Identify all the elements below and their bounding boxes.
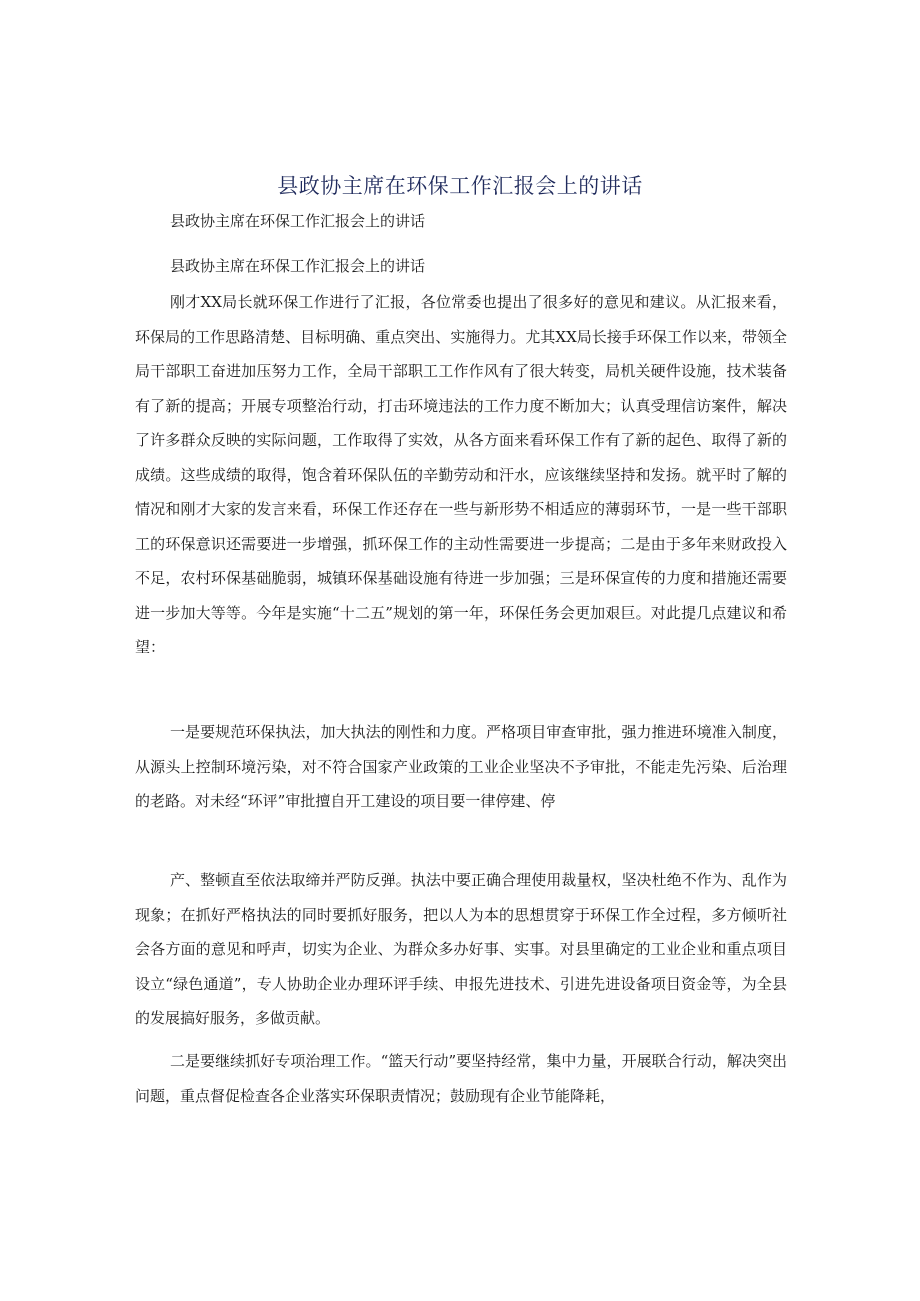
body-paragraph-point-1: 一是要规范环保执法，加大执法的刚性和力度。严格项目审查审批，强力推进环境准入制度，从源头上控制环境污染，对不符合国家产业政策的工业企业坚决不予审批，不能走先污染、后治理的老路。对未经“环评”审批擅自开工建设的项目要一律停建、停 [135,723,787,810]
body-paragraph-intro: 刚才XX局长就环保工作进行了汇报，各位常委也提出了很多好的意见和建议。从汇报来看，环保局的工作思路清楚、目标明确、重点突出、实施得力。尤其XX局长接手环保工作以来，带领全局干部职工奋进加压努力工作，全局干部职工工作作风有了很大转变，局机关硬件设施，技术装备有了新的提高；开展专项整治行动，打击环境违法的工作力度不断加大；认真受理信访案件，解决了许多群众反映的实际问题，工作取得了实效，从各方面来看环保工作有了新的起色、取得了新的成绩。这些成绩的取得，饱含着环保队伍的辛勤劳动和汗水，应该继续坚持和发扬。就平时了解的情况和刚才大家的发言来看，环保工作还存在一些与新形势不相适应的薄弱环节，一是一些干部职工的环保意识还需要进一步增强，抓环保工作的主动性需要进一步提高；二是由于多年来财政投入不足，农村环保基础脆弱，城镇环保基础设施有待进一步加强；三是环保宣传的力度和措施还需要进一步加大等等。今年是实施“十二五”规划的第一年，环保任务会更加艰巨。对此提几点建议和希望： [135,293,787,656]
document-title: 县政协主席在环保工作汇报会上的讲话 [277,174,643,198]
document-subtitle-repeat: 县政协主席在环保工作汇报会上的讲话 [170,257,426,275]
body-paragraph-point-2: 二是要继续抓好专项治理工作。“篮天行动”要坚持经常，集中力量，开展联合行动，解决突出问题，重点督促检查各企业落实环保职责情况；鼓励现有企业节能降耗， [135,1052,787,1105]
document-subtitle: 县政协主席在环保工作汇报会上的讲话 [170,212,426,230]
body-paragraph-point-1-continued: 产、整顿直至依法取缔并严防反弹。执法中要正确合理使用裁量权，坚决杜绝不作为、乱作为现象；在抓好严格执法的同时要抓好服务，把以人为本的思想贯穿于环保工作全过程，多方倾听社会各方面的意见和呼声，切实为企业、为群众多办好事、实事。对县里确定的工业企业和重点项目设立“绿色通道”，专人协助企业办理环评手续、申报先进技术、引进先进设备项目资金等，为全县的发展搞好服务，多做贡献。 [135,871,787,1027]
